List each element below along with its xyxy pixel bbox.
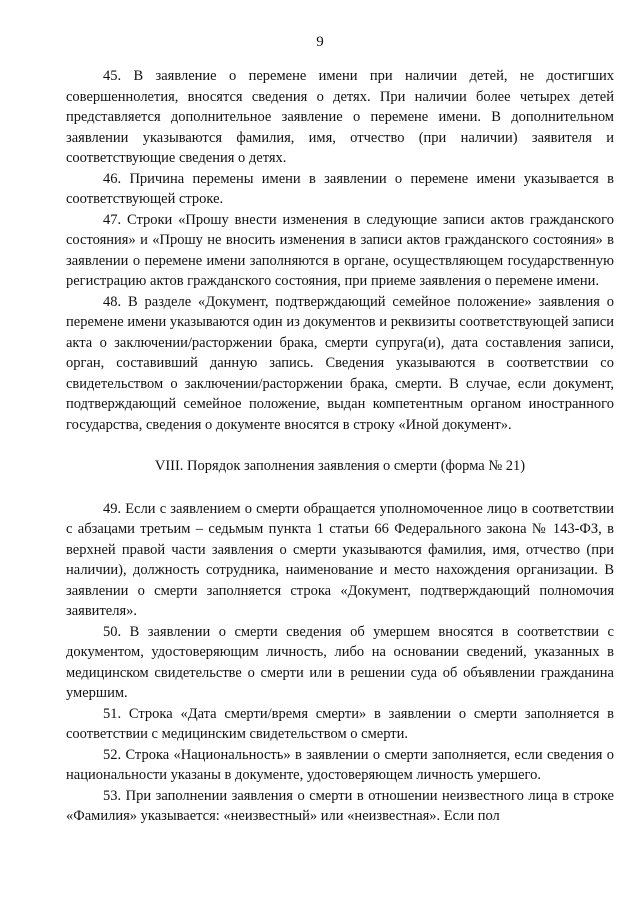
paragraph-53: 53. При заполнении заявления о смерти в отношении неизвестного лица в строке «Фамилия» указывается: «неизвестный» или «неизвестная». Если пол: [66, 787, 614, 824]
paragraph-45: 45. В заявление о перемене имени при наличии детей, не достигших совершеннолетия, вносятся сведения о детях. При наличии более четырех детей представляется дополнительное заявление о перемене имени. В дополнительном заявлении указываются фамилия, имя, отчество (при наличии) заявителя и соответствующие сведения о детях.: [66, 68, 614, 166]
paragraph-52: 52. Строка «Национальность» в заявлении о смерти заполняется, если сведения о национальности указаны в документе, удостоверяющем личность умершего.: [66, 746, 614, 783]
paragraph-48: 48. В разделе «Документ, подтверждающий семейное положение» заявления о перемене имени указываются один из документов и реквизиты соответствующей записи акта о заключении/расторжении брака, смерти супруга(и), дата составления записи, орган, составивший данную запись. Сведения указываются в соответствии со свидетельством о заключении/расторжении брака, смерти. В случае, если документ, подтверждающий семейное положение, выдан компетентным органом иностранного государства, сведения о документе вносятся в строку «Иной документ».: [66, 293, 614, 433]
paragraph-49: 49. Если с заявлением о смерти обращается уполномоченное лицо в соответствии с абзацами третьим – седьмым пункта 1 статьи 66 Федерального закона № 143-ФЗ, в верхней правой части заявления о смерти указываются фамилия, имя, отчество (при наличии), должность сотрудника, наименование и место нахождения организации. В заявлении о смерти заполняется строка «Документ, подтверждающий полномочия заявителя».: [66, 500, 614, 619]
paragraph-50: 50. В заявлении о смерти сведения об умершем вносятся в соответствии с документом, удостоверяющим личность, либо на основании сведений, указанных в медицинском свидетельстве о смерти или в решении суда об объявлении гражданина умершим.: [66, 623, 614, 701]
paragraph-51: 51. Строка «Дата смерти/время смерти» в заявлении о смерти заполняется в соответствии с медицинским свидетельством о смерти.: [66, 705, 614, 742]
document-body: [66, 66, 614, 827]
paragraph-47: 47. Строки «Прошу внести изменения в следующие записи актов гражданского состояния» и «Прошу не вносить изменения в записи актов гражданского состояния» в заявлении о перемене имени заполняются в органе, осуществляющем государственную регистрацию актов гражданского состояния, при приеме заявления о перемене имени.: [66, 211, 614, 289]
section-heading: VIII. Порядок заполнения заявления о смерти (форма № 21): [154, 458, 526, 474]
page-number: 9: [316, 34, 324, 50]
paragraph-46: 46. Причина перемены имени в заявлении о перемене имени указывается в соответствующей строке.: [66, 170, 614, 207]
